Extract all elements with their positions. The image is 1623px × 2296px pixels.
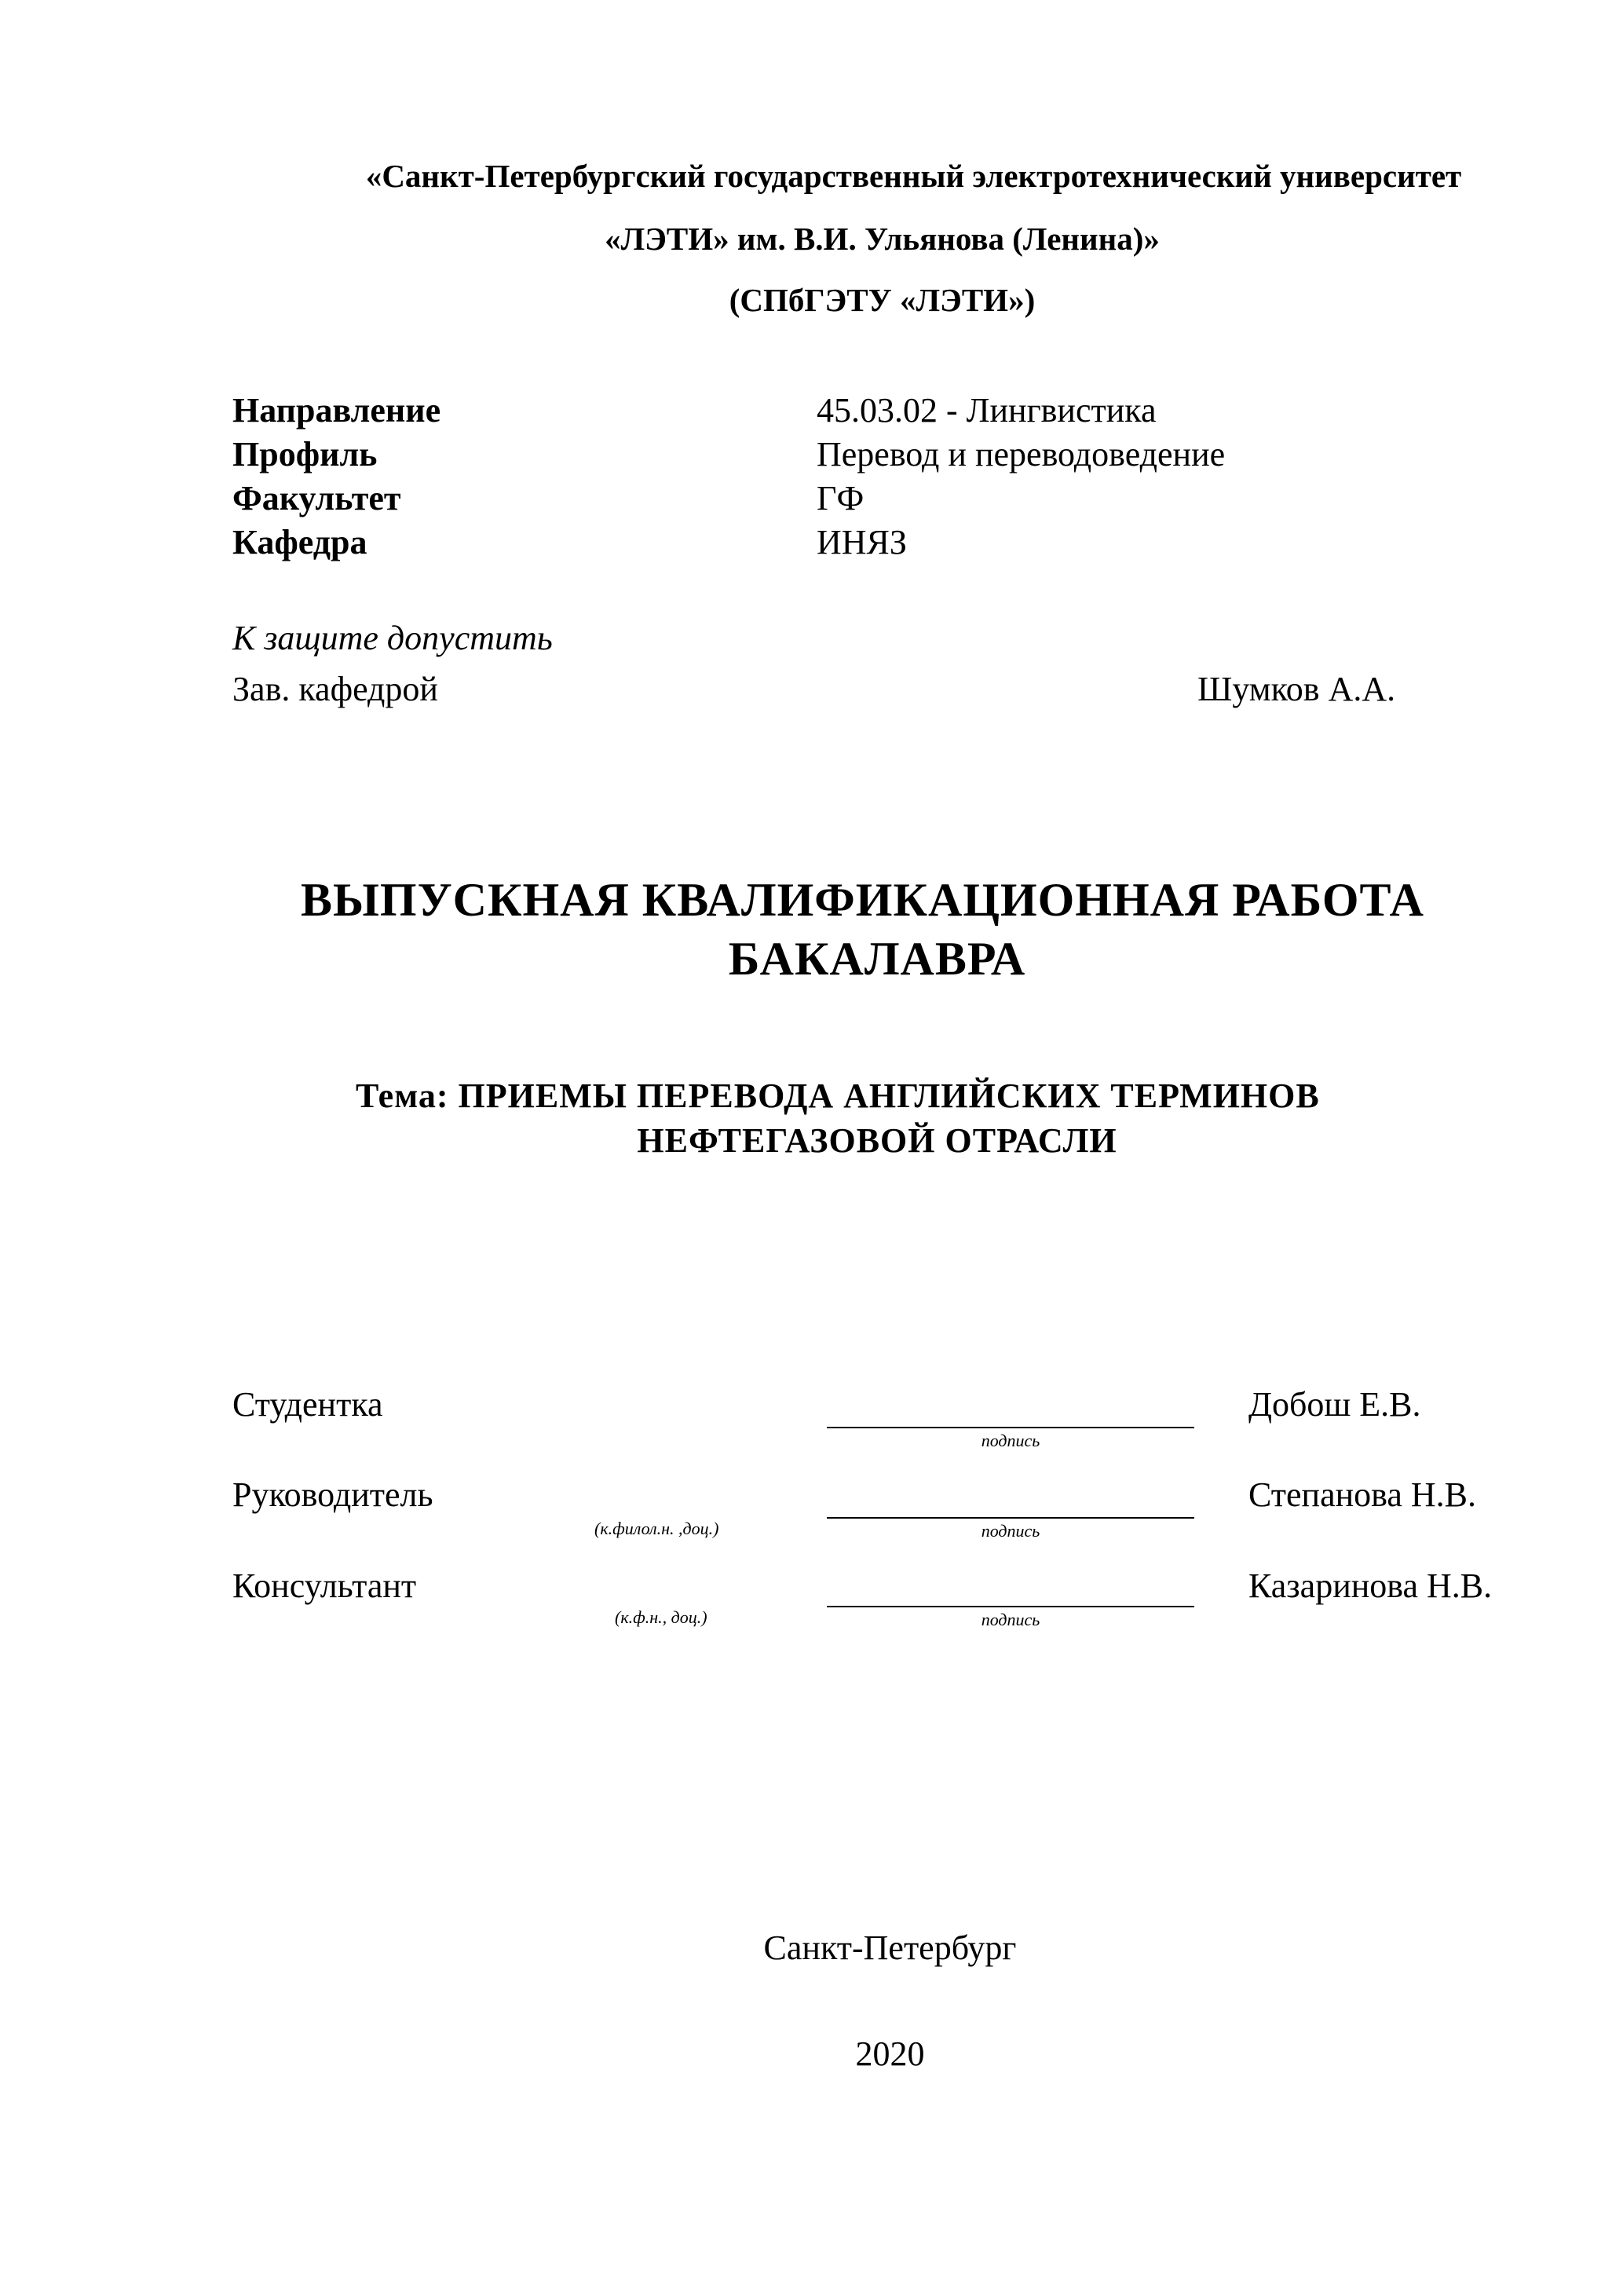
student-signature-line [827,1427,1194,1428]
department-label: Кафедра [232,523,367,561]
profile-label: Профиль [232,435,378,473]
supervisor-role: Руководитель [232,1475,433,1514]
supervisor-signature-caption: подпись [981,1521,1040,1541]
consultant-role: Консультант [232,1567,417,1605]
university-abbreviation: (СПбГЭТУ «ЛЭТИ») [729,282,1036,318]
topic-line2: НЕФТЕГАЗОВОЙ ОТРАСЛИ [637,1121,1117,1160]
admission-note: К защите допустить [232,619,553,657]
student-role: Студентка [232,1385,383,1424]
supervisor-name: Степанова Н.В. [1248,1475,1476,1514]
consultant-signature-line [827,1606,1194,1607]
university-name-line2: «ЛЭТИ» им. В.И. Ульянова (Ленина)» [605,221,1160,257]
supervisor-degree: (к.филол.н. ,доц.) [594,1519,719,1538]
department-head-role: Зав. кафедрой [232,670,438,708]
supervisor-signature-line [827,1517,1194,1519]
university-name-line1: «Санкт-Петербургский государственный электротехнический университет [365,158,1462,194]
department-head-name: Шумков А.А. [1197,670,1396,708]
document-title-line2: БАКАЛАВРА [728,933,1026,985]
document-title-line1: ВЫПУСКНАЯ КВАЛИФИКАЦИОННАЯ РАБОТА [301,874,1424,926]
faculty-label: Факультет [232,479,401,517]
consultant-name: Казаринова Н.В. [1248,1567,1493,1605]
city: Санкт-Петербург [763,1929,1017,1967]
profile-value: Перевод и переводоведение [817,435,1226,473]
faculty-value: ГФ [817,479,865,517]
student-name: Добош Е.В. [1248,1385,1421,1424]
student-signature-caption: подпись [981,1431,1040,1450]
department-value: ИНЯЗ [817,523,907,561]
topic-line1: Тема: ПРИЕМЫ ПЕРЕВОДА АНГЛИЙСКИХ ТЕРМИНОВ [356,1077,1320,1115]
year: 2020 [855,2035,925,2073]
consultant-signature-caption: подпись [981,1610,1040,1629]
consultant-degree: (к.ф.н., доц.) [615,1607,707,1627]
direction-value: 45.03.02 - Лингвистика [817,391,1157,430]
direction-label: Направление [232,391,441,430]
